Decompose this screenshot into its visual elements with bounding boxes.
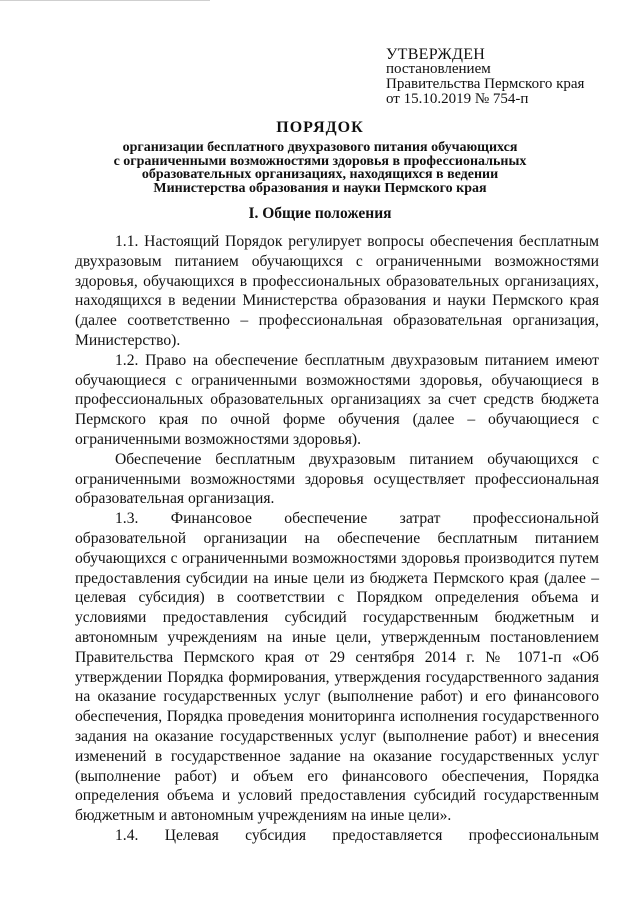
approval-stamp [386,47,584,107]
paragraph-1-4: 1.4. Целевая субсидия предоставляется профессиональным [115,826,599,844]
document-title: ПОРЯДОК [276,119,364,136]
subtitle-line-4: Министерства образования и науки Пермского края [153,180,487,196]
document-subtitle [0,141,640,195]
approval-line-2: постановлением [386,61,491,77]
top-rule [0,0,210,1]
paragraph-1-3: 1.3. Финансовое обеспечение затрат профессиональной образовательной организации на обеспечение бесплатным питанием обучающихся с ограниченными возможностями здоровья производится путем предоставления субсидии на иные цели из бюджета Пермского края (далее – целевая субсидия) в соответствии с Порядком определения объема и условиями предоставления субсидий государственным бюджетным и автономным учреждениям на иные цели, утвержденным постановлением Правительства Пермского края от 29 сентября 2014 г. № 1071-п «Об утверждении Порядка формирования, утверждения государственного задания на оказание государственных услуг (выполнение работ) и его финансового обеспечения, Порядка проведения мониторинга исполнения государственного задания на оказание государственных услуг (выполнение работ) и внесения изменений в государственное задание на оказание государственных услуг (выполнение работ) и объем его финансового обеспечения, Порядка определения объема и условий предоставления субсидий государственным бюджетным и автономным учреждениям на иные цели». [75,510,599,825]
paragraph-1-2: 1.2. Право на обеспечение бесплатным двухразовым питанием имеют обучающиеся с ограниченными возможностями здоровья, обучающиеся в профессиональных образовательных организациях за счет средств бюджета Пермского края по очной форме обучения (далее – обучающиеся с ограниченными возможностями здоровья). [75,351,599,448]
paragraph-1-1: 1.1. Настоящий Порядок регулирует вопросы обеспечения бесплатным двухразовым питанием обучающихся с ограниченными возможностями здоровья, обучающихся в профессиональных образовательных организациях, находящихся в ведении Министерства образования и науки Пермского края (далее соответственно – профессиональная образовательная организация, Министерство). [75,233,599,349]
document-body [75,232,599,846]
subtitle-line-3: образовательных организациях, находящихся в ведении [141,167,499,182]
approval-line-1: УТВЕРЖДЕН [386,46,486,63]
approval-line-3: Правительства Пермского края [386,76,585,92]
section-heading: I. Общие положения [248,205,392,222]
subtitle-line-1: организации бесплатного двухразового питания обучающихся [122,140,518,155]
subtitle-line-2: с ограниченными возможностями здоровья в профессиональных [113,153,527,169]
paragraph-1-2-cont: Обеспечение бесплатным двухразовым питанием обучающихся с ограниченными возможностями здоровья осуществляет профессиональная образовательная организация. [75,450,599,508]
approval-line-4: от 15.10.2019 № 754-п [386,91,529,107]
